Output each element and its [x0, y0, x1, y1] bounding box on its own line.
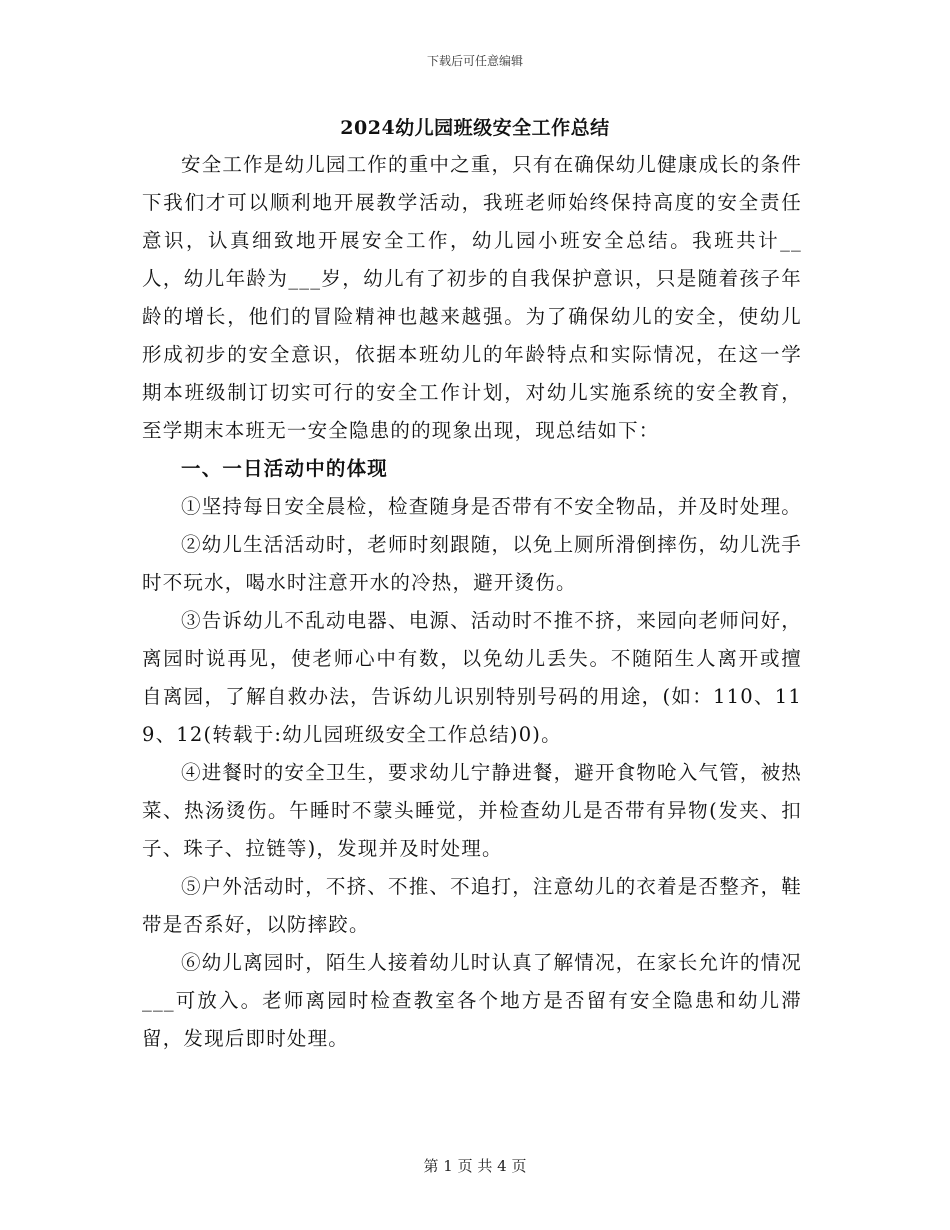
- list-item: ①坚持每日安全晨检，检查随身是否带有不安全物品，并及时处理。: [181, 495, 803, 518]
- document-title: 2024幼儿园班级安全工作总结: [340, 117, 610, 139]
- list-item: ④进餐时的安全卫生，要求幼儿宁静进餐，避开食物呛入气管，被热菜、热汤烫伤。午睡时不蒙头睡觉，并检查幼儿是否带有异物(发夹、扣子、珠子、拉链等)，发现并及时处理。: [142, 761, 803, 860]
- page-number: 第 1 页 共 4 页: [423, 1157, 527, 1175]
- header-note: 下载后可任意编辑: [426, 54, 523, 68]
- intro-paragraph: 安全工作是幼儿园工作的重中之重，只有在确保幼儿健康成长的条件下我们才可以顺利地开展教学活动，我班老师始终保持高度的安全责任意识，认真细致地开展安全工作，幼儿园小班安全总结。我班共计__人，幼儿年龄为___岁，幼儿有了初步的自我保护意识，只是随着孩子年龄的增长，他们的冒险精神也越来越强。为了确保幼儿的安全，使幼儿形成初步的安全意识，依据本班幼儿的年龄特点和实际情况，在这一学期本班级制订切实可行的安全工作计划，对幼儿实施系统的安全教育，至学期末本班无一安全隐患的的现象出现，现总结如下：: [142, 153, 803, 442]
- section-heading-1: 一、一日活动中的体现: [181, 457, 389, 480]
- document-body: [142, 146, 802, 1058]
- list-item: ⑤户外活动时，不挤、不推、不追打，注意幼儿的衣着是否整齐，鞋带是否系好，以防摔跤。: [142, 875, 803, 936]
- list-item: ②幼儿生活活动时，老师时刻跟随，以免上厕所滑倒摔伤，幼儿洗手时不玩水，喝水时注意开水的冷热，避开烫伤。: [142, 533, 803, 594]
- list-item: ③告诉幼儿不乱动电器、电源、活动时不推不挤，来园向老师问好，离园时说再见，使老师心中有数，以免幼儿丢失。不随陌生人离开或擅自离园，了解自救办法，告诉幼儿识别特别号码的用途，(如：110、119、12(转载于:幼儿园班级安全工作总结)0)。: [142, 609, 803, 746]
- list-item: ⑥幼儿离园时，陌生人接着幼儿时认真了解情况，在家长允许的情况___可放入。老师离园时检查教室各个地方是否留有安全隐患和幼儿滞留，发现后即时处理。: [142, 951, 803, 1050]
